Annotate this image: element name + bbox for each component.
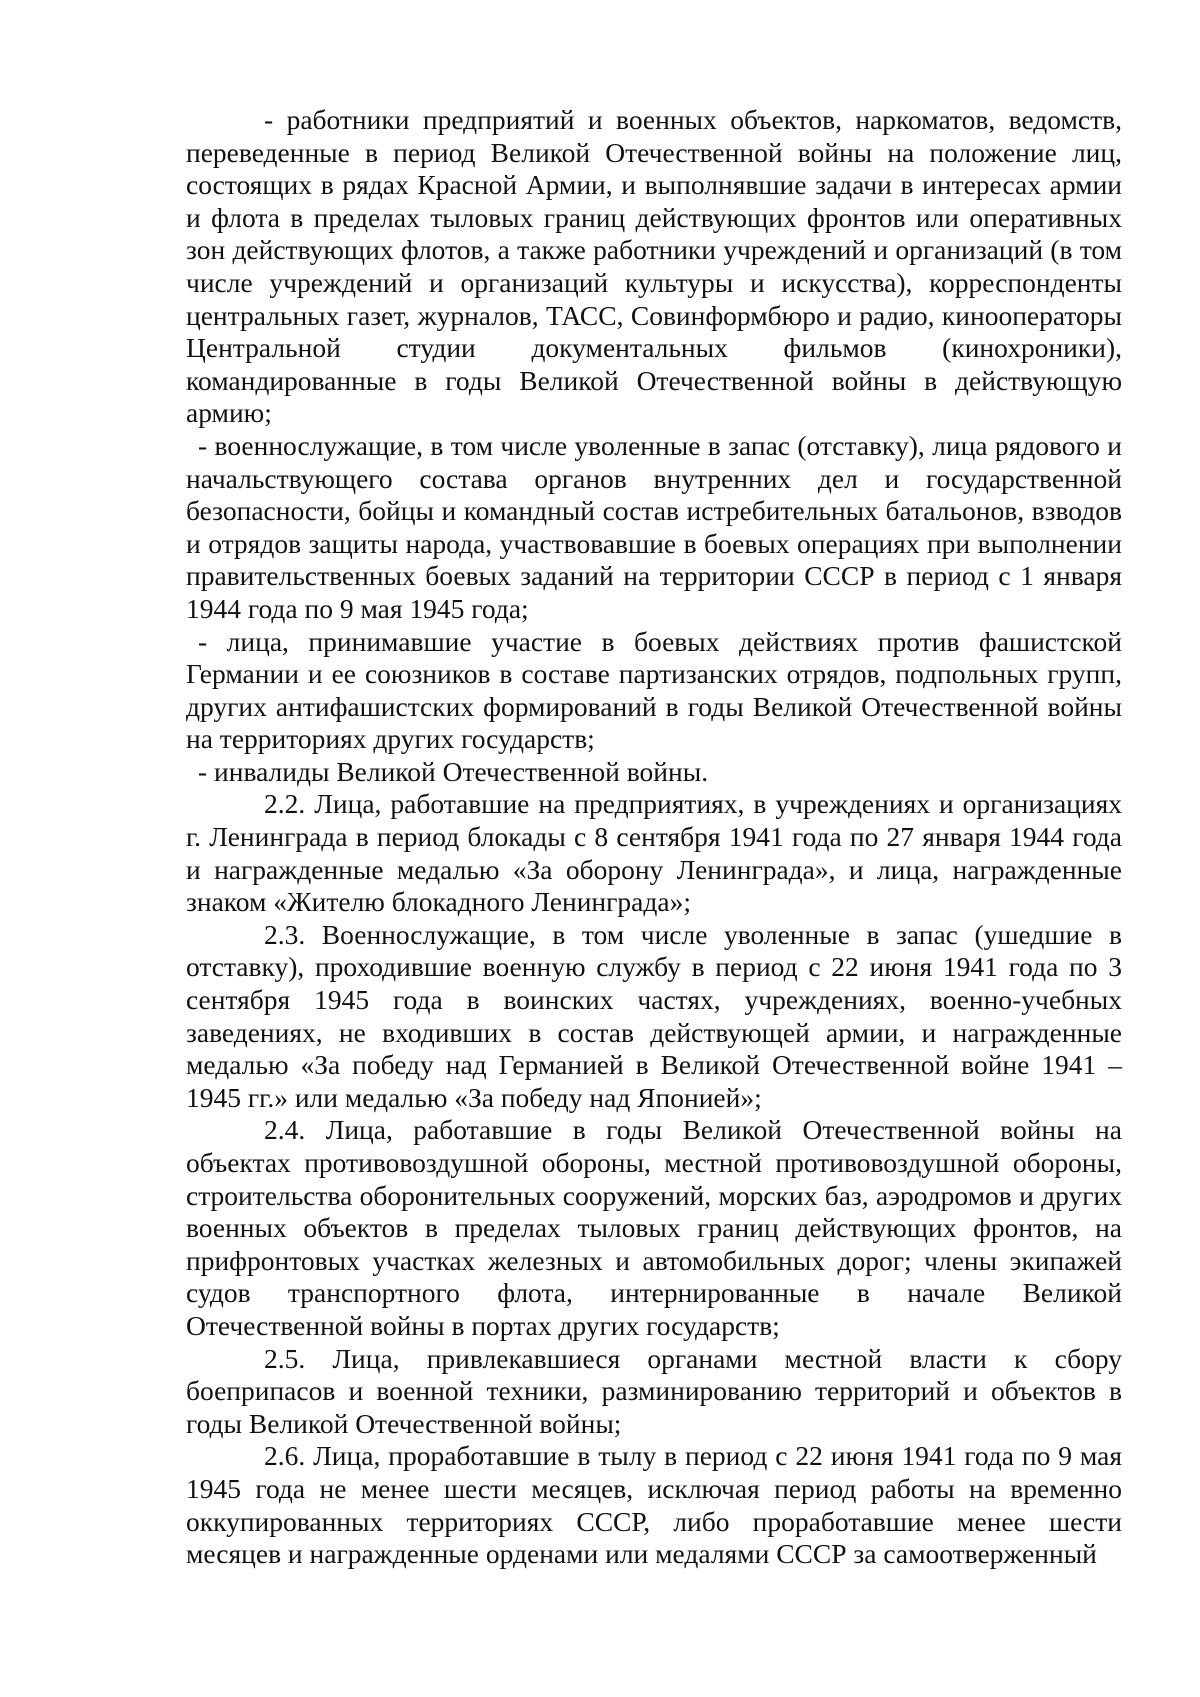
paragraph-list-item-workers: - работники предприятий и военных объектов, наркоматов, ведомств, переведенные в период Великой Отечественной войны на положение лиц, состоящих в рядах Красной Армии, и выполнявшие задачи в интересах армии и флота в пределах тыловых границ действующих фронтов или оперативных зон действующих флотов, а также работники учреждений и организаций (в том числе учреждений и организаций культуры и искусства), корреспонденты центральных газет, журналов, ТАСС, Совинформбюро и радио, кинооператоры Центральной студии документальных фильмов (кинохроники), командированные в годы Великой Отечественной войны в действующую армию; <box>186 104 1122 429</box>
paragraph-list-item-servicemen: - военнослужащие, в том числе уволенные в запас (отставку), лица рядового и начальствующего состава органов внутренних дел и государственной безопасности, бойцы и командный состав истребительных батальонов, взводов и отрядов защиты народа, участвовавшие в боевых операциях при выполнении правительственных боевых заданий на территории СССР в период с 1 января 1944 года по 9 мая 1945 года; <box>186 429 1122 624</box>
paragraph-list-item-partisans: - лица, принимавшие участие в боевых действиях против фашистской Германии и ее союзников в составе партизанских отрядов, подпольных групп, других антифашистских формирований в годы Великой Отечественной войны на территориях других государств; <box>186 625 1122 755</box>
paragraph-2-2: 2.2. Лица, работавшие на предприятиях, в учреждениях и организациях г. Ленинграда в период блокады с 8 сентября 1941 года по 27 января 1944 года и награжденные медалью «За оборону Ленинграда», и лица, награжденные знаком «Жителю блокадного Ленинграда»; <box>186 788 1122 918</box>
paragraph-2-6: 2.6. Лица, проработавшие в тылу в период с 22 июня 1941 года по 9 мая 1945 года не менее шести месяцев, исключая период работы на временно оккупированных территориях СССР, либо проработавшие менее шести месяцев и награжденные орденами или медалями СССР за самоотверженный <box>186 1440 1122 1570</box>
paragraph-2-3: 2.3. Военнослужащие, в том числе уволенные в запас (ушедшие в отставку), проходившие военную службу в период с 22 июня 1941 года по 3 сентября 1945 года в воинских частях, учреждениях, военно-учебных заведениях, не входивших в состав действующей армии, и награжденные медалью «За победу над Германией в Великой Отечественной войне 1941 – 1945 гг.» или медалью «За победу над Японией»; <box>186 918 1122 1113</box>
paragraph-2-5: 2.5. Лица, привлекавшиеся органами местной власти к сбору боеприпасов и военной техники, разминированию территорий и объектов в годы Великой Отечественной войны; <box>186 1342 1122 1439</box>
paragraph-2-4: 2.4. Лица, работавшие в годы Великой Отечественной войны на объектах противовоздушной обороны, местной противовоздушной обороны, строительства оборонительных сооружений, морских баз, аэродромов и других военных объектов в пределах тыловых границ действующих фронтов, на прифронтовых участках железных и автомобильных дорог; члены экипажей судов транспортного флота, интернированные в начале Великой Отечественной войны в портах других государств; <box>186 1114 1122 1341</box>
paragraph-list-item-invalids: - инвалиды Великой Отечественной войны. <box>198 755 709 787</box>
document-body <box>186 104 1122 1571</box>
